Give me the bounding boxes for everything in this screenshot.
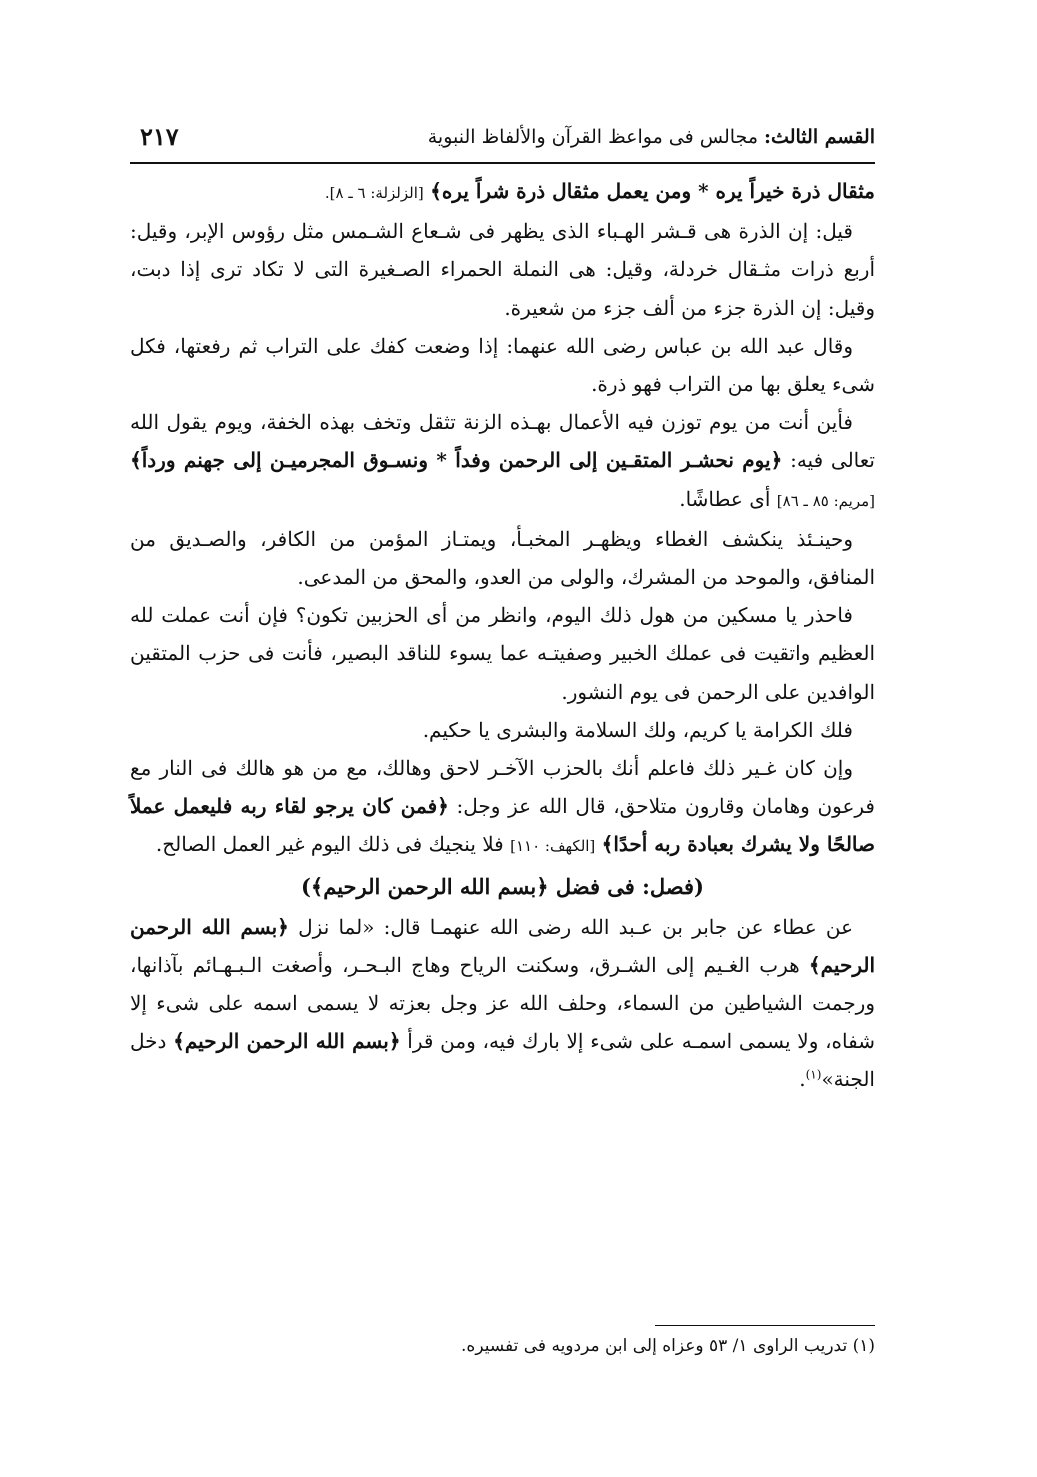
paragraph-1: قيل: إن الذرة هى قـشر الهـباء الذى يظهر فى شـعاع الشـمس مثل رؤوس الإبر، وقيل: أربع ذرات مثـقال خردلة، وقيل: هى النملة الحمراء الصـغيرة التى لا تكاد ترى إذا دبت، وقيل: إن الذرة جزء من ألف جزء من شعيرة. xyxy=(130,219,875,320)
basmala: ﴿بسم الله الرحمن الرحيم﴾ xyxy=(173,1029,401,1054)
page-number: ٢١٧ xyxy=(140,122,179,151)
paragraph-6: فلك الكرامة يا كريم، ولك السلامة والبشرى يا حكيم. xyxy=(422,717,853,742)
verse-reference: [الزلزلة: ٦ ـ ٨]. xyxy=(324,184,424,202)
paragraph-7: وإن كان غـير ذلك فاعلم أنك بالحزب الآخـر لاحق وهالك، مع من هو هالك فى النار مع فرعون وهامان وقارون متلاحق، قال الله عز وجل: ﴿فمن كان يرجو لقاء ربه فليعمل عملاً صالحًا ولا يشرك بعبادة ربه أحدًا﴾ [الكهف: ١١٠] فلا ينجيك فى ذلك اليوم غير العمل الصالح. xyxy=(130,756,875,857)
basmala: ﴿بسم الله الرحمن الرحيم﴾ xyxy=(130,914,876,977)
running-title xyxy=(428,126,875,148)
book-title: مجالس فى مواعظ القرآن والألفاظ النبوية xyxy=(427,126,758,148)
footnote: (١) تدريب الراوى ١/ ٥٣ وعزاه إلى ابن مردويه فى تفسيره. xyxy=(461,1336,875,1356)
header-divider xyxy=(130,162,875,164)
verse-reference: [الكهف: ١١٠] xyxy=(510,837,596,856)
section-heading: (فصل: فى فضل ﴿بسم الله الرحمن الرحيم﴾) xyxy=(301,873,704,899)
quran-verse: ﴿يوم نحشـر المتقـين إلى الرحمن وفداً * ونسـوق المجرميـن إلى جهنم ورداً﴾ xyxy=(130,448,783,473)
paragraph-3: فأين أنت من يوم توزن فيه الأعمال بهـذه الزنة تثقل وتخف بهذه الخفة، ويوم يقول الله تعالى فيه: ﴿يوم نحشـر المتقـين إلى الرحمن وفداً * ونسـوق المجرميـن إلى جهنم ورداً﴾ [مريم: ٨٥ ـ ٨٦] أى عطاشًا. xyxy=(130,410,875,511)
quran-verse: مثقال ذرة خيراً يره * ومن يعمل مثقال ذرة شراً يره﴾ xyxy=(430,179,875,203)
page-body xyxy=(130,172,875,1099)
page-header xyxy=(130,120,875,160)
paragraph-2: وقال عبد الله بن عباس رضى الله عنهما: إذا وضعت كفك على التراب ثم رفعتها، فكل شىء يعلق بها من التراب فهو ذرة. xyxy=(130,333,875,397)
verse-reference: [مريم: ٨٥ ـ ٨٦] xyxy=(776,491,875,510)
paragraph-5: فاحذر يا مسكين من هول ذلك اليوم، وانظر من أى الحزبين تكون؟ فإن أنت عملت لله العظيم واتقيت فى عملك الخبير وصفيتـه عما يسوء للناقد البصير، فأنت فى حزب المتقين الوافدين على الرحمن فى يوم النشور. xyxy=(130,603,875,704)
section-label: القسم الثالث: xyxy=(764,126,875,148)
paragraph-verse-end xyxy=(130,172,875,212)
footnote-marker[interactable]: (١) xyxy=(805,1067,822,1082)
quran-verse: ﴿فمن كان يرجو لقاء ربه فليعمل عملاً صالحًا ولا يشرك بعبادة ربه أحدًا﴾ xyxy=(130,794,875,857)
footnote-divider xyxy=(655,1325,875,1326)
paragraph-8: عن عطاء عن جابر بن عـبد الله رضى الله عنهمـا قال: «لما نزل ﴿بسم الله الرحمن الرحيم﴾ هرب الغـيم إلى الشـرق، وسكنت الرياح وهاج البـحـر، وأصغت الـبـهـائم بآذانها، ورجمت الشياطين من السماء، وحلف الله عز وجل بعزته لا يسمى اسمه على شىء إلا شفاه، ولا يسمى اسمـه على شىء إلا بارك فيه، ومن قرأ ﴿بسم الله الرحمن الرحيم﴾ دخل الجنة»$^{(١)}$. xyxy=(130,914,876,1092)
paragraph-4: وحينـئذ ينكشف الغطاء ويظهـر المخبـأ، ويمتـاز المؤمن من الكافر، والصـديق من المنافق، والموحد من المشرك، والولى من العدو، والمحق من المدعى. xyxy=(130,526,875,590)
